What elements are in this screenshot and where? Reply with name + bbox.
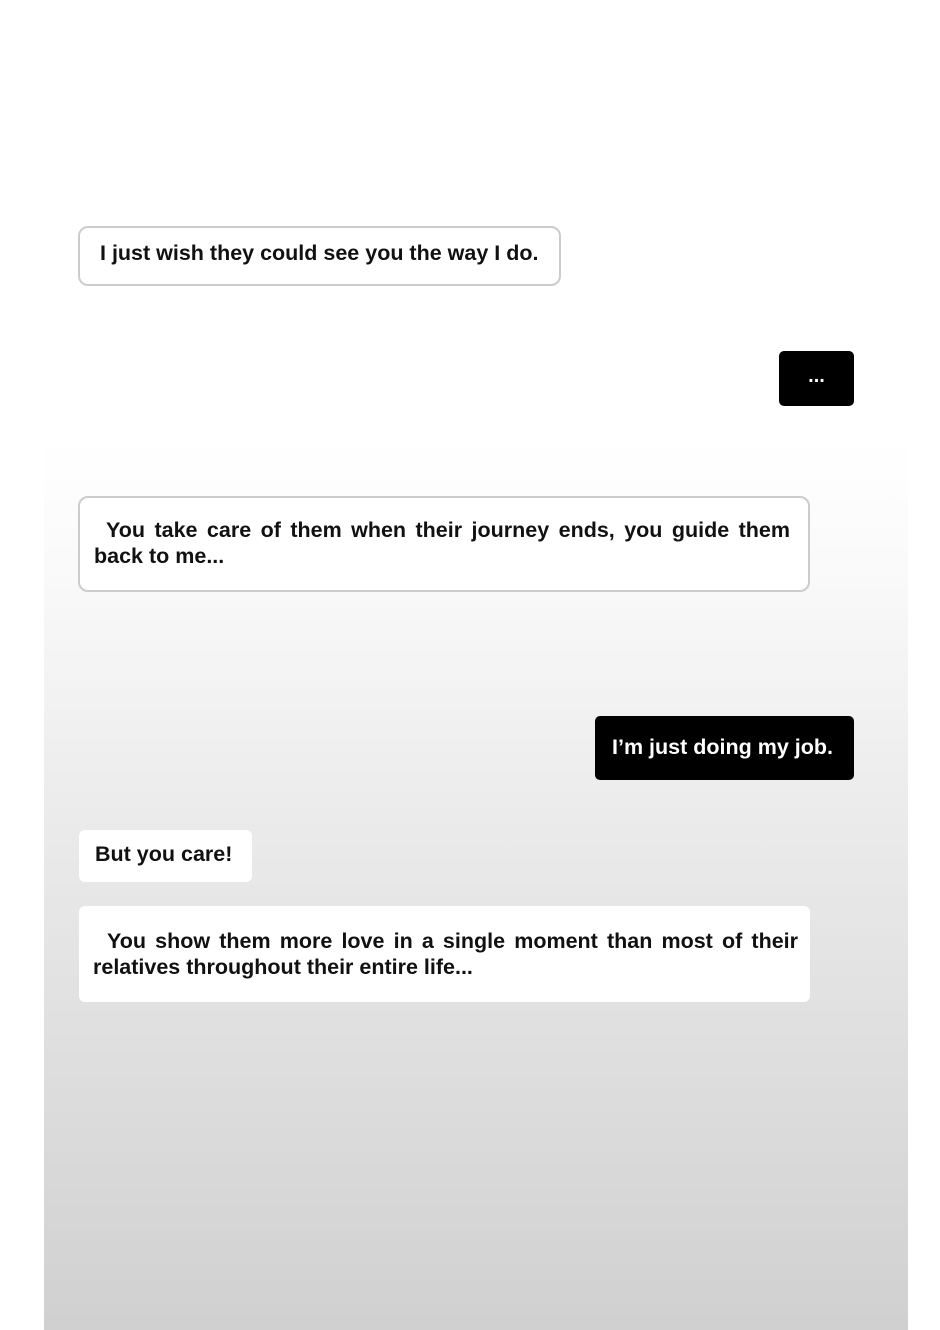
speech-text: You show them more love in a single moment than most of their relatives throughout their entire life... xyxy=(93,929,798,979)
speech-text: You take care of them when their journey ends, you guide them back to me... xyxy=(94,518,790,568)
speech-text: I just wish they could see you the way I do. xyxy=(100,241,539,265)
speech-text: ... xyxy=(808,365,825,387)
speech-bubble-left-2 xyxy=(78,496,810,592)
speech-bubble-left-3 xyxy=(79,830,252,882)
speech-text: I’m just doing my job. xyxy=(612,735,833,759)
speech-bubble-right-1 xyxy=(779,351,854,406)
speech-bubble-right-2 xyxy=(595,716,854,780)
speech-bubble-left-4 xyxy=(79,906,810,1002)
speech-text: But you care! xyxy=(95,842,233,866)
speech-bubble-left-1 xyxy=(78,226,561,286)
